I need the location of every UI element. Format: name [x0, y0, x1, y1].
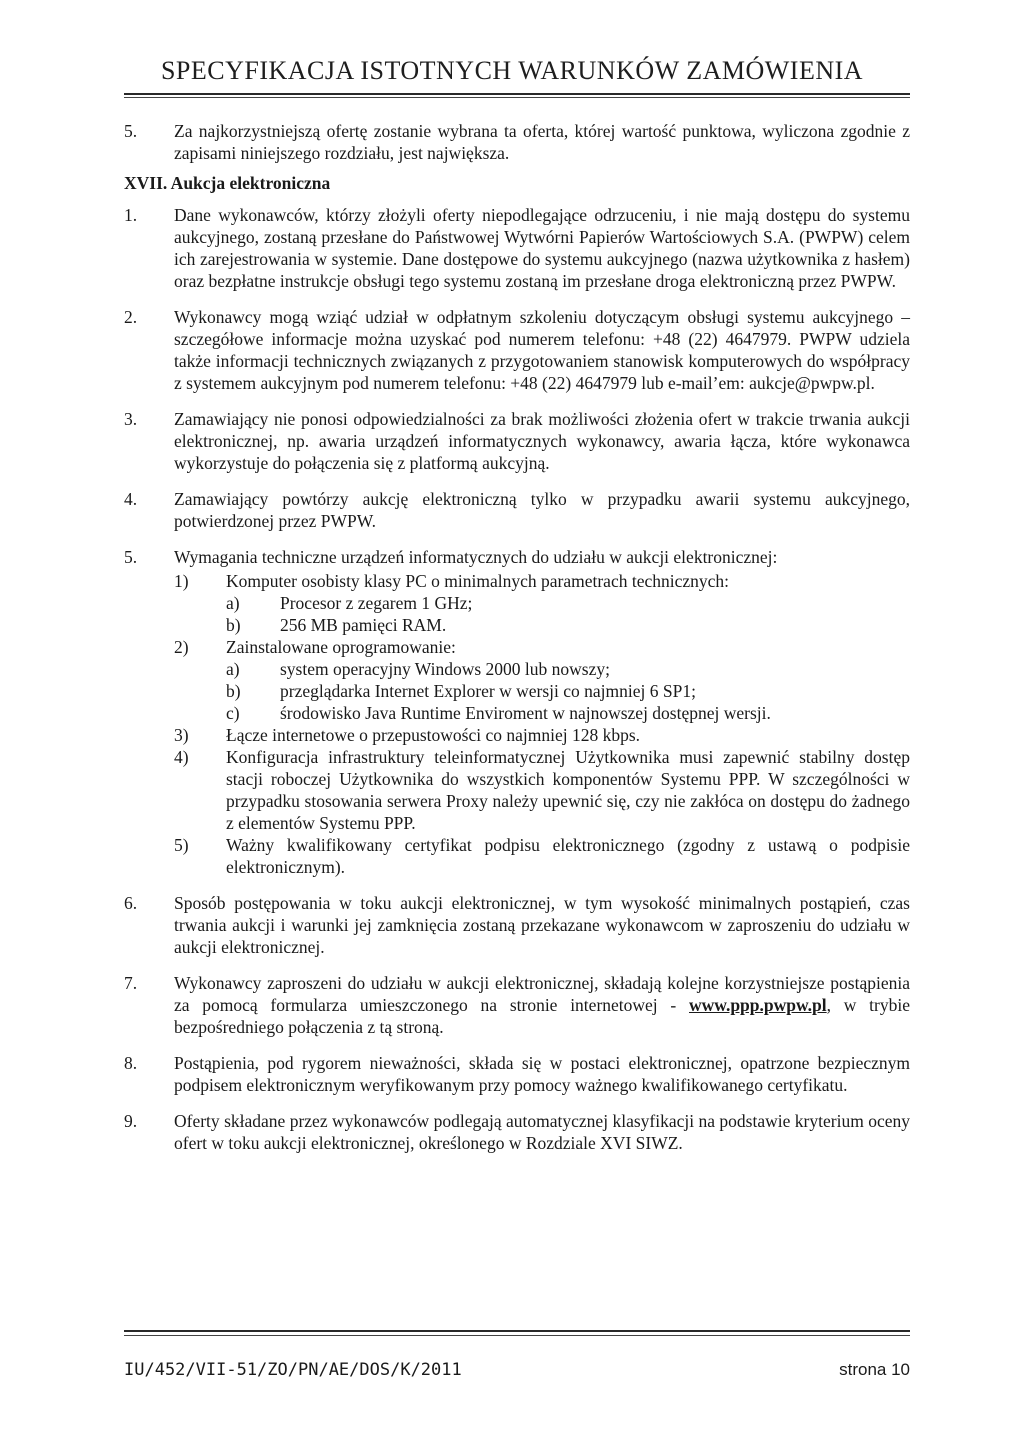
list-item: [124, 546, 910, 878]
footer-rule-thin: [124, 1335, 910, 1336]
sub-sub-item-number: c): [226, 703, 240, 723]
footer-rule: [124, 1330, 910, 1332]
sub-item-text: Zainstalowane oprogramowanie:: [226, 637, 456, 657]
list-item: [124, 892, 910, 958]
list-item: [124, 972, 910, 1038]
platform-link[interactable]: www.ppp.pwpw.pl: [689, 995, 827, 1015]
item-text: Wykonawcy zaproszeni do udziału w aukcji elektronicznej, składają kolejne korzystniejsze postąpienia za pomocą formularza umieszczonego na stronie internetowej -: [174, 973, 910, 1015]
sub-sub-item-number: a): [226, 659, 240, 679]
sub-item: [174, 724, 910, 746]
item-number: 9.: [124, 1111, 138, 1131]
item-text: Oferty składane przez wykonawców podlegają automatycznej klasyfikacji na podstawie kryterium oceny ofert w toku aukcji elektronicznej, określonego w Rozdziale XVI SIWZ.: [174, 1111, 910, 1153]
item-content: [174, 972, 910, 1038]
item-text: Wymagania techniczne urządzeń informatycznych do udziału w aukcji elektronicznej:: [174, 547, 778, 567]
page-footer: [124, 1360, 910, 1380]
item-text-tail: , w trybie bezpośredniego połączenia z tą stroną.: [174, 995, 910, 1037]
sub-item: [174, 570, 910, 592]
sub-item-text: Ważny kwalifikowany certyfikat podpisu elektronicznego (zgodny z ustawą o podpisie elektronicznym).: [226, 835, 910, 877]
item-number: 2.: [124, 307, 138, 327]
sub-item-number: 4): [174, 747, 189, 767]
sub-sub-item: [226, 702, 910, 724]
item-number: 4.: [124, 489, 138, 509]
sub-item-text: Konfiguracja infrastruktury teleinformatycznej Użytkownika musi zapewnić stabilny dostęp stacji roboczej Użytkownika do wszystkich komponentów Systemu PPP. W szczególności w przypadku stosowania serwera Proxy należy upewnić się, czy nie zakłóca on dostępu do żadnego z elementów Systemu PPP.: [226, 747, 910, 833]
item-text: Dane wykonawców, którzy złożyli oferty niepodlegające odrzuceniu, i nie mają dostępu do systemu aukcyjnego, zostaną przesłane do Państwowej Wytwórni Papierów Wartościowych S.A. (PWPW) celem ich zarejestrowania w systemie. Dane dostępowe do systemu aukcyjnego (nazwa użytkownika z hasłem) oraz bezpłatne instrukcje obsługi tego systemu zostaną im przesłane droga elektroniczną przez PWPW.: [174, 205, 910, 291]
sub-item: [174, 636, 910, 658]
sub-sub-item-number: b): [226, 615, 241, 635]
section-heading: XVII. Aukcja elektroniczna: [124, 173, 331, 193]
document-reference: IU/452/VII-51/ZO/PN/AE/DOS/K/2011: [124, 1360, 462, 1380]
list-item: [124, 306, 910, 394]
item-content: [174, 546, 910, 878]
sub-item: [174, 834, 910, 878]
sub-sub-item-text: przeglądarka Internet Explorer w wersji co najmniej 6 SP1;: [280, 681, 696, 701]
item-number: 6.: [124, 893, 138, 913]
list-item: [124, 1110, 910, 1154]
item-number: 5.: [124, 547, 138, 567]
sub-sub-item-text: Procesor z zegarem 1 GHz;: [280, 593, 473, 613]
list-item: [124, 120, 910, 164]
sub-item-number: 1): [174, 571, 189, 591]
item-text: Za najkorzystniejszą ofertę zostanie wybrana ta oferta, której wartość punktowa, wyliczona zgodnie z zapisami niniejszego rozdziału, jest największa.: [174, 121, 910, 163]
document-body: [124, 120, 910, 1168]
requirements-list: [174, 570, 910, 878]
item-text: Zamawiający nie ponosi odpowiedzialności za brak możliwości złożenia ofert w trakcie trwania aukcji elektronicznej, np. awaria urządzeń informatycznych wykonawcy, awaria łącza, które wykonawca wykorzystuje do połączenia się z platformą aukcyjną.: [174, 409, 910, 473]
item-text: Sposób postępowania w toku aukcji elektronicznej, w tym wysokość minimalnych postąpień, czas trwania aukcji i warunki jej zamknięcia zostaną przekazane wykonawcom w zaproszeniu do udziału w aukcji elektronicznej.: [174, 893, 910, 957]
sub-item-text: Komputer osobisty klasy PC o minimalnych parametrach technicznych:: [226, 571, 730, 591]
page-number: strona 10: [839, 1360, 910, 1379]
sub-sub-item: [226, 614, 910, 636]
item-number: 5.: [124, 121, 138, 141]
page-header-title: SPECYFIKACJA ISTOTNYCH WARUNKÓW ZAMÓWIENIA: [160, 56, 864, 85]
header-rule: [124, 93, 910, 95]
sub-item-number: 3): [174, 725, 189, 745]
item-text: Postąpienia, pod rygorem nieważności, składa się w postaci elektronicznej, opatrzone bezpiecznym podpisem elektronicznym weryfikowanym przy pomocy ważnego kwalifikowanego certyfikatu.: [174, 1053, 910, 1095]
item-text: Wykonawcy mogą wziąć udział w odpłatnym szkoleniu dotyczącym obsługi systemu aukcyjnego – szczegółowe informacje można uzyskać pod numerem telefonu: +48 (22) 4647979. PWPW udziela także informacji technicznych związanych z przygotowaniem stanowisk komputerowych do współpracy z systemem aukcyjnym pod numerem telefonu: +48 (22) 4647979 lub e-mail’em: aukcje@pwpw.pl.: [174, 307, 910, 393]
item-number: 1.: [124, 205, 138, 225]
sub-item: [174, 746, 910, 834]
list-item: [124, 488, 910, 532]
list-item: [124, 408, 910, 474]
item-number: 7.: [124, 973, 138, 993]
sub-item-number: 5): [174, 835, 189, 855]
sub-sub-item-text: 256 MB pamięci RAM.: [280, 615, 447, 635]
sub-sub-item-number: a): [226, 593, 240, 613]
item-number: 8.: [124, 1053, 138, 1073]
sub-sub-item-text: system operacyjny Windows 2000 lub nowszy;: [280, 659, 610, 679]
sub-sub-item: [226, 658, 910, 680]
sub-item-number: 2): [174, 637, 189, 657]
item-number: 3.: [124, 409, 138, 429]
list-item: [124, 1052, 910, 1096]
list-item: [124, 204, 910, 292]
sub-sub-item: [226, 680, 910, 702]
sub-item-text: Łącze internetowe o przepustowości co najmniej 128 kbps.: [226, 725, 641, 745]
sub-sub-item-text: środowisko Java Runtime Enviroment w najnowszej dostępnej wersji.: [280, 703, 771, 723]
item-text: Zamawiający powtórzy aukcję elektroniczną tylko w przypadku awarii systemu aukcyjnego, potwierdzonej przez PWPW.: [174, 489, 910, 531]
header-rule-thin: [124, 97, 910, 98]
sub-sub-item: [226, 592, 910, 614]
sub-sub-item-number: b): [226, 681, 241, 701]
